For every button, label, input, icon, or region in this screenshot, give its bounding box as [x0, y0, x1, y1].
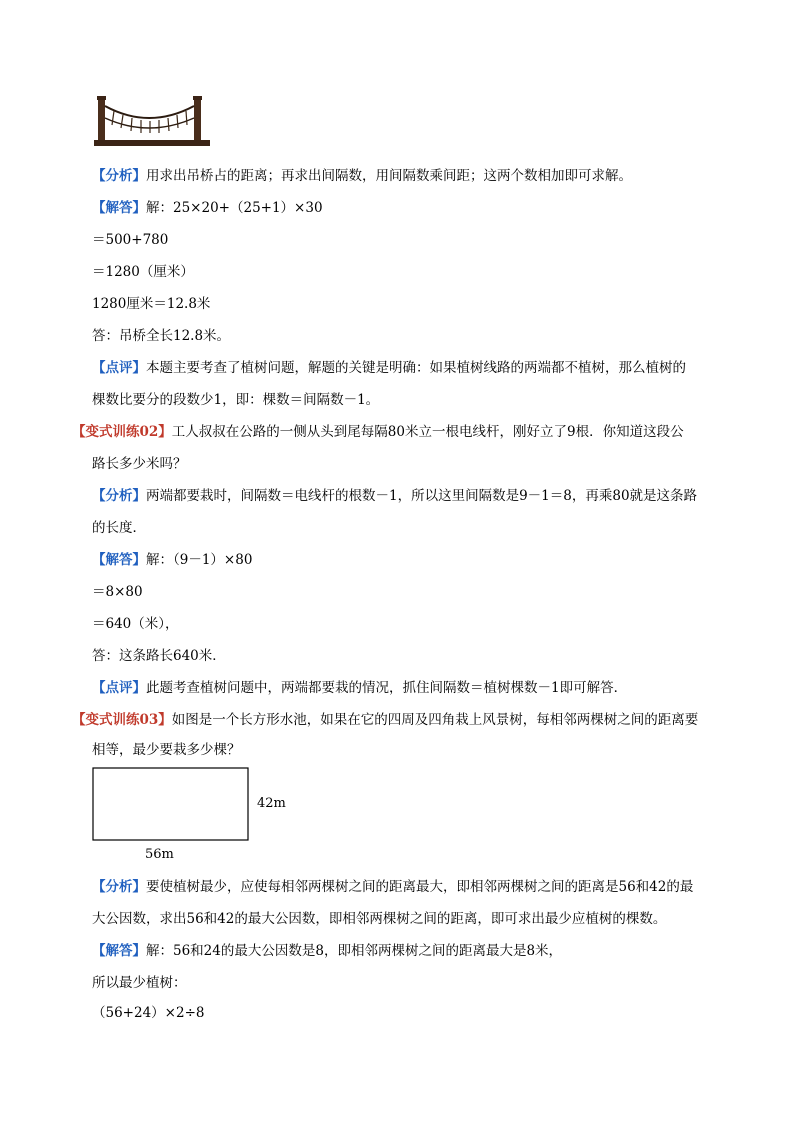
answer-line: [92, 551, 252, 569]
analysis-text: 用求出吊桥占的距离；再求出间隔数，用间隔数乘间距；这两个数相加即可求解。: [146, 168, 632, 184]
answer-tag: 【解答】: [92, 552, 146, 568]
exercise-tag: 【变式训练02】: [72, 424, 172, 440]
analysis-line-1: [92, 167, 632, 185]
analysis-text: 两端都要栽时，间隔数＝电线杆的根数－1，所以这里间隔数是9－1＝8，再乘80就是这条路: [146, 488, 698, 504]
width-label: 56m: [145, 847, 174, 862]
comment-line-1: [92, 359, 686, 377]
exercise-text: 工人叔叔在公路的一侧从头到尾每隔80米立一根电线杆，刚好立了9根．你知道这段公: [171, 424, 684, 440]
comment-line-2: 棵数比要分的段数少1，即：棵数＝间隔数－1。: [92, 392, 380, 408]
rectangle-pool-figure: [90, 765, 290, 865]
calc-line: 所以最少植树：: [92, 975, 187, 991]
answer-statement: 答：这条路长640米．: [92, 648, 226, 664]
analysis-line-2: 大公因数，求出56和42的最大公因数，即相邻两棵树之间的距离，即可求出最少应植树的棵数。: [92, 911, 667, 927]
answer-line: [92, 942, 562, 960]
answer-text: 解：（9－1）×80: [146, 552, 253, 568]
exercise-03-line-2: 相等，最少要栽多少棵？: [92, 742, 241, 758]
comment-tag: 【点评】: [92, 360, 146, 376]
suspension-bridge-image: [92, 96, 212, 148]
answer-tag: 【解答】: [92, 943, 146, 959]
comment-text: 此题考查植树问题中，两端都要栽的情况，抓住间隔数＝植树棵数－1即可解答．: [146, 680, 628, 696]
analysis-line: [92, 878, 693, 896]
height-label: 42m: [257, 796, 286, 811]
answer-tag: 【解答】: [92, 200, 146, 216]
answer-text: 解：56和24的最大公因数是8，即相邻两棵树之间的距离最大是8米，: [146, 943, 563, 959]
answer-text: 解：25×20+（25+1）×30: [146, 200, 323, 216]
analysis-text: 要使植树最少，应使每相邻两棵树之间的距离最大，即相邻两棵树之间的距离是56和42的最: [146, 879, 694, 895]
pool-rectangle: [93, 768, 248, 840]
calc-line: （56+24）×2÷8: [92, 1005, 205, 1021]
analysis-tag: 【分析】: [92, 488, 146, 504]
comment-tag: 【点评】: [92, 680, 146, 696]
comment-line: [92, 679, 627, 697]
exercise-tag: 【变式训练03】: [72, 712, 172, 728]
exercise-text: 如图是一个长方形水池，如果在它的四周及四角栽上风景树，每相邻两棵树之间的距离要: [171, 712, 699, 728]
calc-line: ＝640（米），: [92, 616, 179, 632]
calc-line: 1280厘米＝12.8米: [92, 296, 211, 312]
comment-text: 本题主要考查了植树问题，解题的关键是明确：如果植树线路的两端都不植树，那么植树的: [146, 360, 686, 376]
analysis-tag: 【分析】: [92, 879, 146, 895]
exercise-02-line-2: 路长多少米吗？: [92, 456, 187, 472]
calc-line: ＝8×80: [92, 584, 143, 600]
analysis-line: [92, 487, 697, 505]
calc-line: ＝500+780: [92, 232, 169, 248]
exercise-02-line-1: [72, 423, 684, 441]
calc-line: ＝1280（厘米）: [92, 264, 194, 280]
answer-line-1: [92, 199, 323, 217]
analysis-line-2: 的长度．: [92, 520, 146, 536]
analysis-tag: 【分析】: [92, 168, 146, 184]
exercise-03-line-1: [72, 711, 698, 729]
answer-statement: 答：吊桥全长12.8米。: [92, 328, 231, 344]
